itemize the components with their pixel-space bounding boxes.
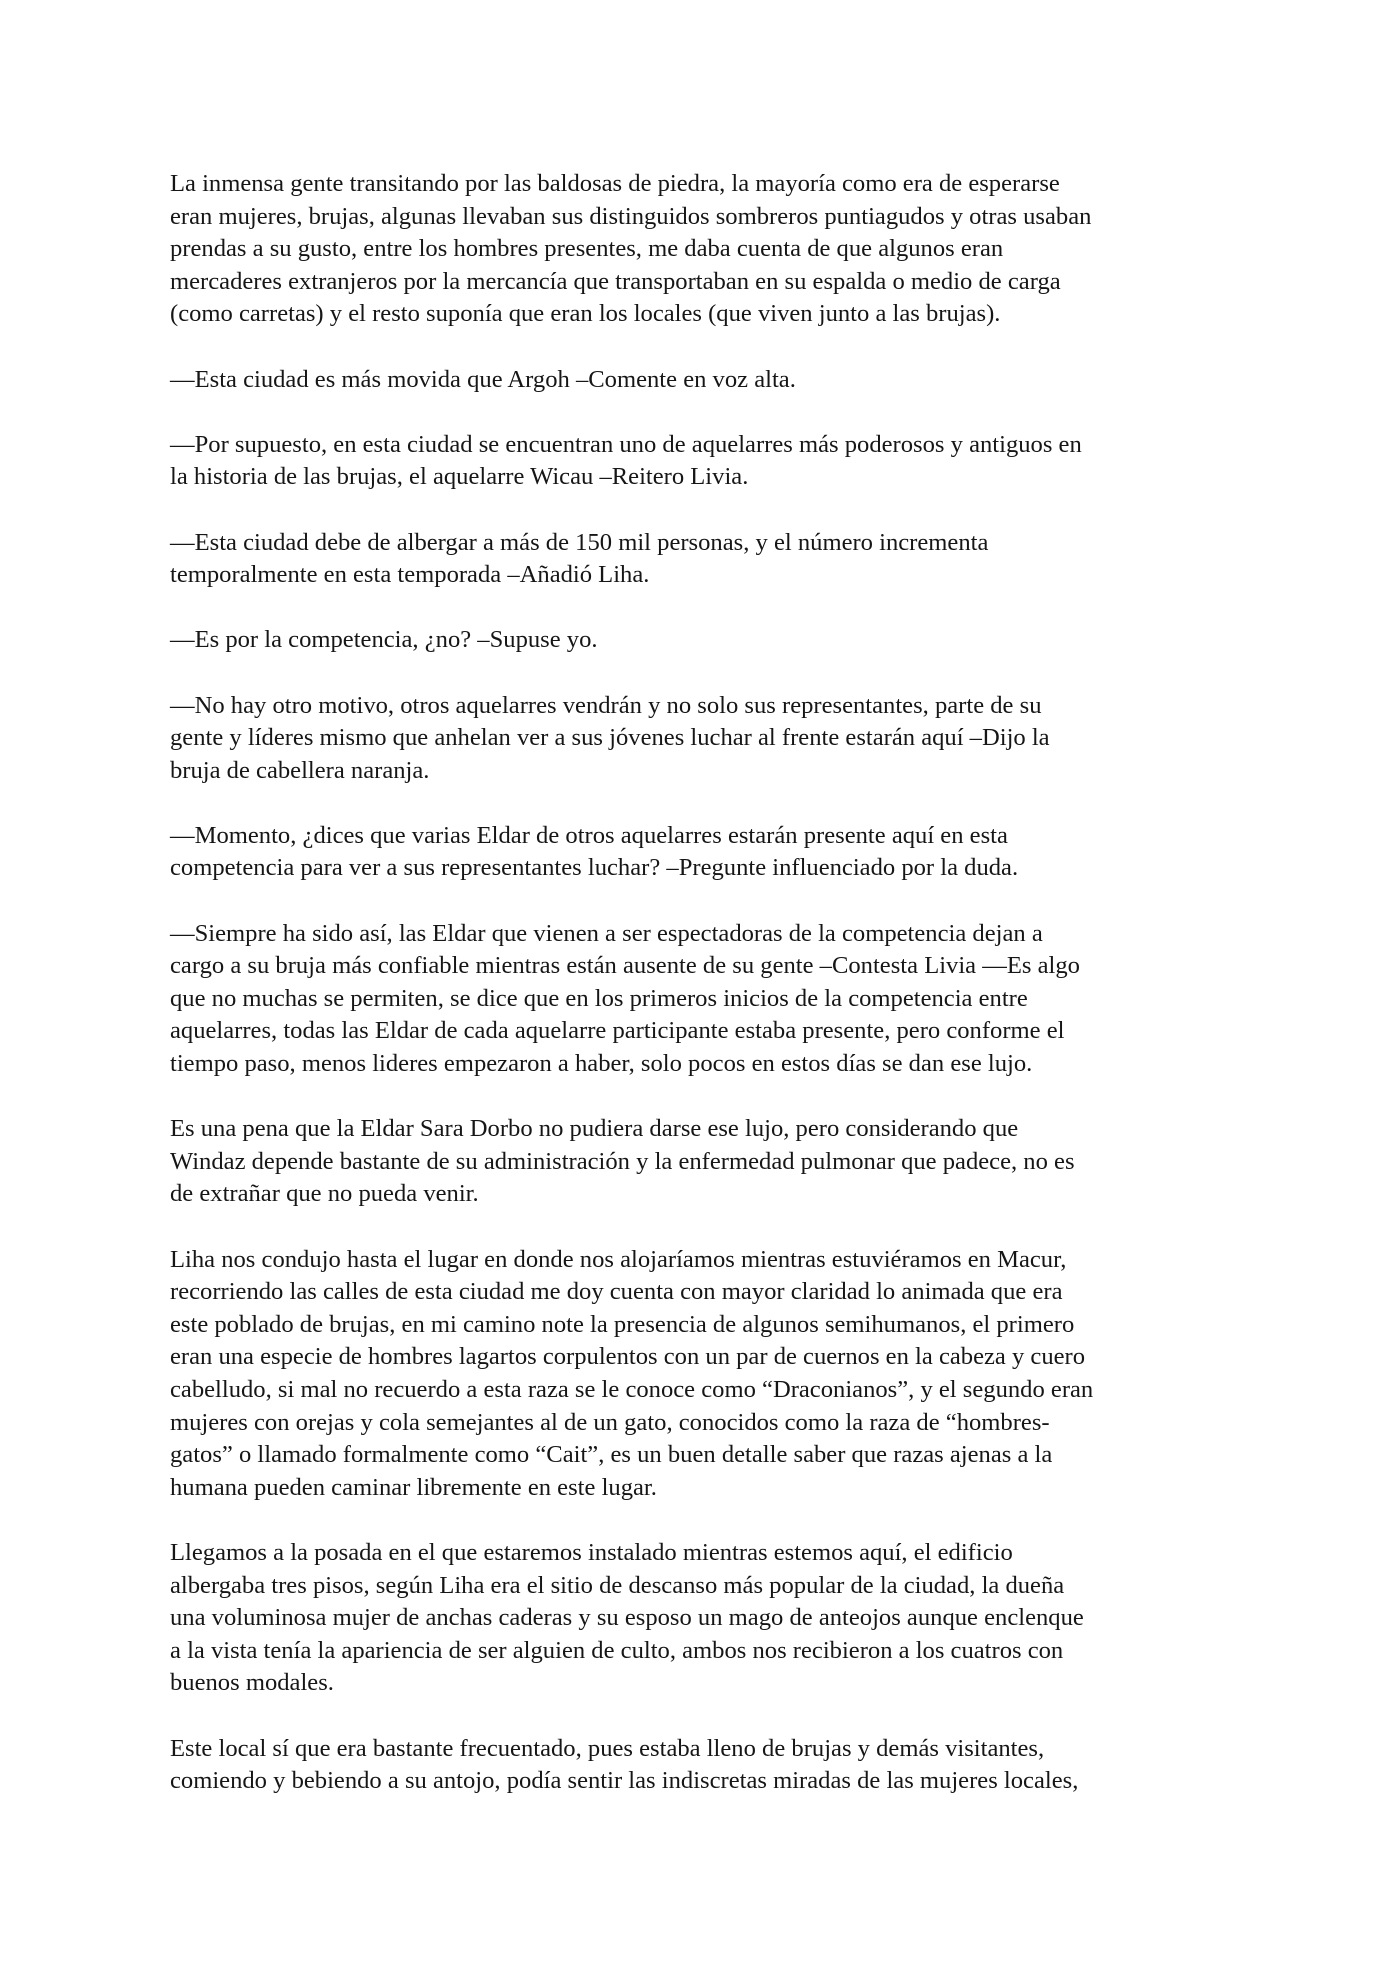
text-line: de extrañar que no pueda venir. bbox=[170, 1180, 479, 1208]
text-line: humana pueden caminar libremente en este lugar. bbox=[170, 1473, 657, 1501]
paragraph bbox=[170, 1733, 1260, 1798]
text-line: Es una pena que la Eldar Sara Dorbo no pudiera darse ese lujo, pero considerando que bbox=[170, 1115, 1019, 1143]
text-line: buenos modales. bbox=[170, 1669, 334, 1697]
text-line: Liha nos condujo hasta el lugar en donde nos alojaríamos mientras estuviéramos en Macur, bbox=[170, 1245, 1067, 1273]
text-line: comiendo y bebiendo a su antojo, podía sentir las indiscretas miradas de las mujeres locales, bbox=[170, 1767, 1079, 1795]
paragraph bbox=[170, 1244, 1260, 1505]
text-line: La inmensa gente transitando por las baldosas de piedra, la mayoría como era de esperarse bbox=[170, 170, 1060, 197]
text-line: a la vista tenía la apariencia de ser alguien de culto, ambos nos recibieron a los cuatros con bbox=[170, 1636, 1064, 1664]
paragraph bbox=[170, 820, 1260, 885]
paragraph bbox=[170, 168, 1260, 331]
text-line: —Esta ciudad es más movida que Argoh –Comente en voz alta. bbox=[170, 365, 796, 393]
text-line: gente y líderes mismo que anhelan ver a sus jóvenes luchar al frente estarán aquí –Dijo la bbox=[170, 724, 1050, 752]
text-line: Windaz depende bastante de su administración y la enfermedad pulmonar que padece, no es bbox=[170, 1147, 1075, 1175]
document-body bbox=[170, 168, 1260, 1798]
text-line: Llegamos a la posada en el que estaremos instalado mientras estemos aquí, el edificio bbox=[170, 1538, 1013, 1566]
text-line: (como carretas) y el resto suponía que eran los locales (que viven junto a las brujas). bbox=[170, 300, 1001, 328]
text-line: —Esta ciudad debe de albergar a más de 150 mil personas, y el número incrementa bbox=[170, 528, 989, 556]
text-line: Este local sí que era bastante frecuentado, pues estaba lleno de brujas y demás visitantes, bbox=[170, 1734, 1045, 1762]
text-line: —No hay otro motivo, otros aquelarres vendrán y no solo sus representantes, parte de su bbox=[170, 691, 1042, 719]
text-line: que no muchas se permiten, se dice que en los primeros inicios de la competencia entre bbox=[170, 984, 1028, 1012]
text-line: eran una especie de hombres lagartos corpulentos con un par de cuernos en la cabeza y cuero bbox=[170, 1343, 1086, 1371]
text-line: recorriendo las calles de esta ciudad me doy cuenta con mayor claridad lo animada que era bbox=[170, 1278, 1063, 1306]
text-line: este poblado de brujas, en mi camino note la presencia de algunos semihumanos, el primero bbox=[170, 1310, 1075, 1338]
paragraph bbox=[170, 1537, 1260, 1700]
text-line: gatos” o llamado formalmente como “Cait”, es un buen detalle saber que razas ajenas a la bbox=[170, 1441, 1053, 1469]
text-line: eran mujeres, brujas, algunas llevaban sus distinguidos sombreros puntiagudos y otras usaban bbox=[170, 202, 1092, 230]
text-line: la historia de las brujas, el aquelarre Wicau –Reitero Livia. bbox=[170, 463, 749, 491]
text-line: —Por supuesto, en esta ciudad se encuentran uno de aquelarres más poderosos y antiguos en bbox=[170, 430, 1082, 458]
text-line: competencia para ver a sus representantes luchar? –Pregunte influenciado por la duda. bbox=[170, 854, 1019, 882]
text-line: —Momento, ¿dices que varias Eldar de otros aquelarres estarán presente aquí en esta bbox=[170, 821, 1008, 849]
text-line: albergaba tres pisos, según Liha era el sitio de descanso más popular de la ciudad, la dueña bbox=[170, 1571, 1065, 1599]
paragraph bbox=[170, 918, 1260, 1081]
text-line: prendas a su gusto, entre los hombres presentes, me daba cuenta de que algunos eran bbox=[170, 235, 1004, 263]
text-line: cargo a su bruja más confiable mientras están ausente de su gente –Contesta Livia —Es algo bbox=[170, 952, 1080, 980]
paragraph bbox=[170, 364, 1260, 397]
text-line: mercaderes extranjeros por la mercancía que transportaban en su espalda o medio de carga bbox=[170, 267, 1061, 295]
text-line: —Es por la competencia, ¿no? –Supuse yo. bbox=[170, 626, 598, 654]
text-line: —Siempre ha sido así, las Eldar que vienen a ser espectadoras de la competencia dejan a bbox=[170, 919, 1043, 947]
text-line: cabelludo, si mal no recuerdo a esta raza se le conoce como “Draconianos”, y el segundo eran bbox=[170, 1375, 1094, 1403]
text-line: temporalmente en esta temporada –Añadió Liha. bbox=[170, 561, 650, 589]
paragraph bbox=[170, 624, 1260, 657]
paragraph bbox=[170, 1113, 1260, 1211]
paragraph bbox=[170, 527, 1260, 592]
paragraph bbox=[170, 690, 1260, 788]
text-line: una voluminosa mujer de anchas caderas y su esposo un mago de anteojos aunque enclenque bbox=[170, 1604, 1084, 1632]
text-line: bruja de cabellera naranja. bbox=[170, 756, 430, 784]
paragraph bbox=[170, 429, 1260, 494]
text-line: aquelarres, todas las Eldar de cada aquelarre participante estaba presente, pero conforme el bbox=[170, 1017, 1065, 1045]
text-line: mujeres con orejas y cola semejantes al de un gato, conocidos como la raza de “hombres- bbox=[170, 1408, 1050, 1436]
text-line: tiempo paso, menos lideres empezaron a haber, solo pocos en estos días se dan ese lujo. bbox=[170, 1050, 1033, 1078]
